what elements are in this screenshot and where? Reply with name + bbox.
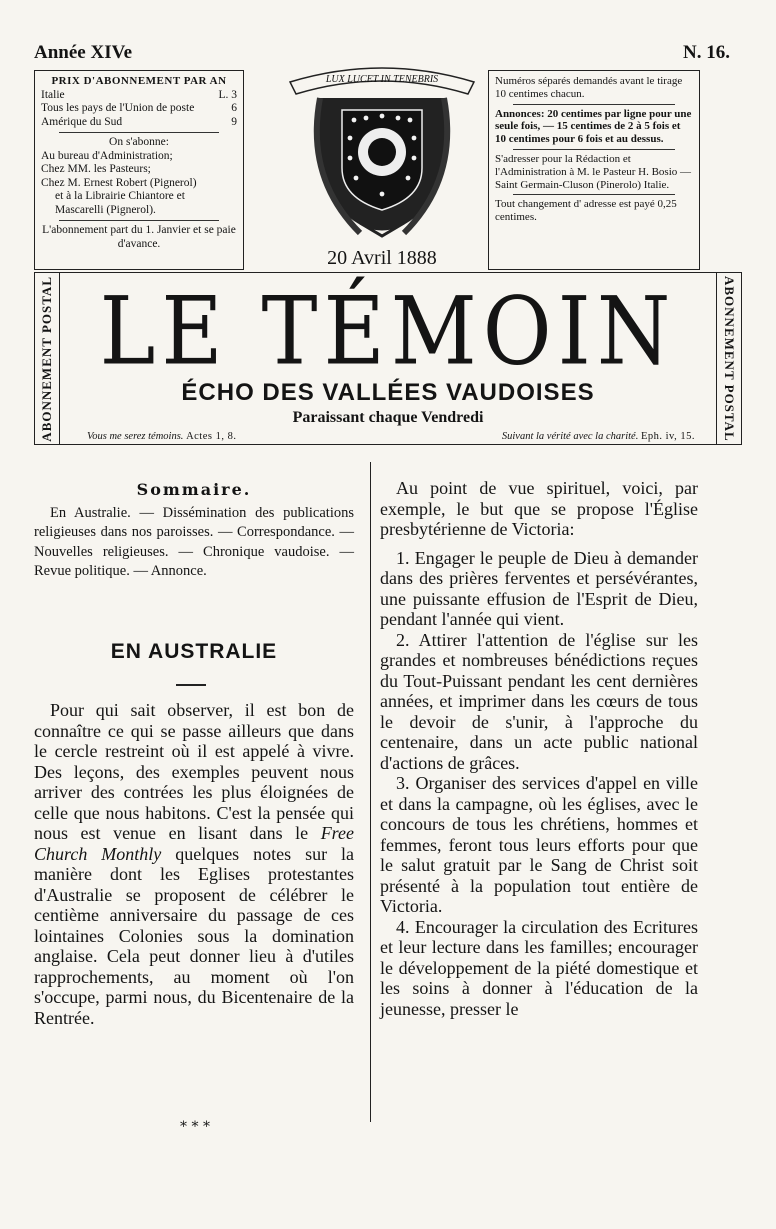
issue-date: 20 Avril 1888 [327, 247, 437, 269]
article-paragraph: Au point de vue spirituel, voici, par exemple, le but que se propose l'Église presbytérienne de Victoria: [380, 478, 698, 539]
title-rule [176, 684, 206, 686]
sommaire-section [34, 480, 354, 582]
subscription-footer: L'abonnement part du 1. Janvier et se paie d'avance. [42, 224, 236, 250]
article-left-column [34, 700, 354, 1028]
year-label: Année XIVe [34, 42, 132, 63]
sommaire-heading: Sommaire. [136, 480, 252, 499]
subscribe-line: Au bureau d'Administration; [41, 149, 173, 162]
newspaper-title: LE TÉMOIN [99, 276, 677, 386]
subscription-heading: PRIX D'ABONNEMENT PAR AN [51, 75, 227, 87]
column-divider [370, 462, 371, 1122]
list-item: 4. Encourager la circulation des Ecritures et leur lecture dans les familles; encourager le développement de la piété domestique et les soins à donner à l'éducation de la jeunesse, presser le [380, 916, 698, 1019]
article-paragraph: Pour qui sait observer, il est bon de connaître ce qui se passe ailleurs que dans le cercle restreint où il est appelé à vivre. Des leçons, des exemples peuvent nous arriver des contrées les plus éloignées de celle que nous habitons. C'est la pensée qui nous est venue en lisant dans le Free Church Monthly quelques notes sur la manière dont les Eglises protestantes d'Australie se proposent de célébrer le centième anniversaire du passage de ces lointaines Colonies sous la domination anglaise. Cela peut donner lieu à d'utiles rapprochements, au moment où l'on s'occupe, parmi nous, du Bicentenaire de la Rentrée. [34, 700, 354, 1028]
annonces-rates: Annonces: 20 centimes par ligne pour une seule fois, — 15 centimes de 2 à 5 fois et 10 centimes pour 6 fois et au dessus. [495, 107, 692, 146]
subscribe-heading: On s'abonne: [109, 136, 169, 148]
list-item: 3. Organiser des services d'appel en ville et dans la campagne, où les églises, avec le concours de tous les chrétiens, hommes et femmes, feront tous leurs efforts pour que le salut gratuit par le Sang de Christ soit présenté à la population tout entière de Victoria. [380, 773, 698, 916]
postal-label-right: ABONNEMENT POSTAL [716, 273, 741, 444]
seal-emblem-icon [250, 48, 514, 248]
article-right-column [380, 478, 698, 1019]
single-copies-note: Numéros séparés demandés avant le tirage 10 centimes chacun. [495, 75, 683, 100]
postal-label-left: ABONNEMENT POSTAL [35, 273, 60, 444]
price-row: Tous les pays de l'Union de poste 6 [41, 102, 237, 114]
issue-number: N. 16. [683, 42, 730, 63]
subscribe-line: Chez M. Ernest Robert (Pignerol) [41, 176, 197, 189]
subscription-box [34, 70, 244, 270]
source-title: Free Church Monthly [34, 823, 354, 864]
masthead [34, 272, 742, 445]
change-note: Tout changement d' adresse est payé 0,25 centimes. [495, 198, 677, 224]
epigraph-left: Vous me serez témoins. Actes 1, 8. [87, 431, 237, 442]
newspaper-tagline: Paraissant chaque Vendredi [292, 409, 484, 426]
article-title: EN AUSTRALIE [110, 640, 278, 663]
sommaire-text: En Australie. — Dissémination des publications religieuses dans nos paroisses. — Correspondance. — Nouvelles religieuses. — Chronique vaudoise. — Revue politique. — Annonce. [34, 504, 354, 579]
section-stars: * * * [180, 1119, 210, 1135]
subscribe-line: Mascarelli (Pignerol). [55, 203, 156, 216]
subscribe-line: et à la Librairie Chiantore et [55, 190, 185, 202]
info-box [488, 70, 700, 270]
address-note: S'adresser pour la Rédaction et l'Administration à M. le Pasteur H. Bosio — Saint Germain-Cluson (Pinerolo) Italie. [495, 152, 691, 191]
seal-motto: LUX LUCET IN TENEBRIS [325, 74, 439, 85]
newspaper-subtitle: ÉCHO DES VALLÉES VAUDOISES [181, 379, 595, 406]
price-row: Amérique du Sud 9 [41, 115, 237, 128]
masthead-seal [250, 48, 514, 268]
epigraph-right: Suivant la vérité avec la charité. Eph. iv, 15. [501, 431, 695, 442]
subscribe-line: Chez MM. les Pasteurs; [41, 163, 151, 175]
price-row: Italie L. 3 [41, 88, 237, 101]
list-item: 2. Attirer l'attention de l'église sur les grandes et nombreuses bénédictions reçues du Tout-Puissant pendant les cent dernières années, et imprimer dans les cœurs de tous le devoir de s'unir, à l'approche du centenaire, dans un acte public national d'actions de grâces. [380, 629, 698, 773]
list-item: 1. Engager le peuple de Dieu à demander dans des prières ferventes et persévérantes, une puissante effusion de l'Esprit de Dieu, pendant l'année qui vient. [380, 547, 698, 629]
